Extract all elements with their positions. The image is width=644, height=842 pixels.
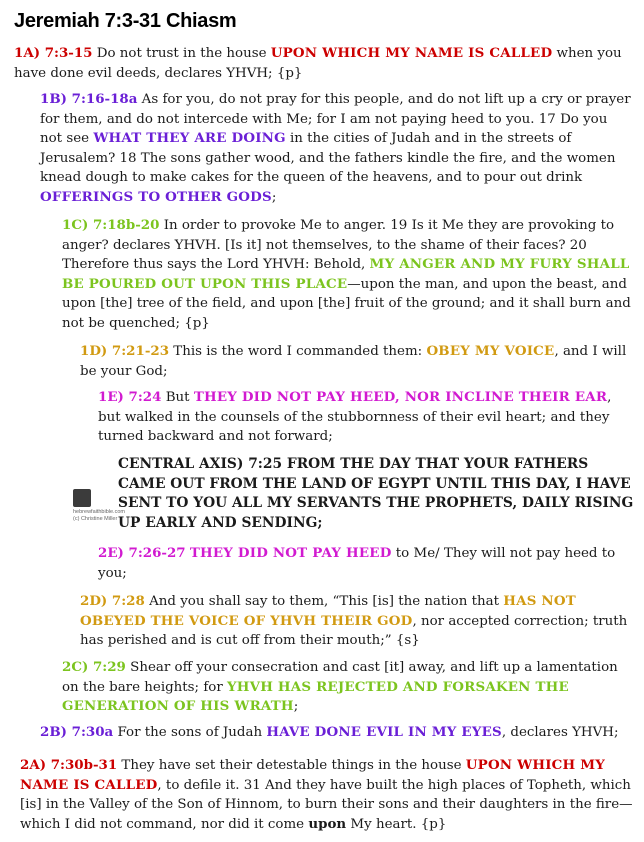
- highlight-phrase: OBEY MY VOICE: [426, 343, 555, 359]
- section-label: 1E) 7:24: [98, 389, 162, 405]
- logo-copyright-text: (c) Christine Miller: [73, 516, 118, 522]
- section-text: As for you, do not pray for this people, and do not lift up a cry or prayer for them, and do not intercede with Me; for I am not paying heed to you. 17 Do you not see: [40, 92, 631, 146]
- section-1a: [14, 44, 636, 83]
- section-2d: [80, 592, 632, 651]
- highlight-phrase: THEY DID NOT PAY HEED, NOR INCLINE THEIR EAR: [193, 389, 608, 405]
- section-2e: [98, 544, 632, 583]
- section-text: , but walked in the counsels of the stubbornness of their evil heart; and they turned backward and not forward;: [98, 390, 612, 444]
- section-2b: [40, 723, 632, 743]
- logo-site-text: hebrewfaithbible.com: [73, 509, 125, 515]
- section-1e: [98, 388, 632, 447]
- central-axis: [118, 455, 634, 533]
- section-text: , to defile it. 31 And they have built the high places of Topheth, which [is] in the Valley of the Son of Hinnom, to burn their sons and their daughters in the fire—which I did not command, nor did it come: [20, 777, 633, 832]
- section-text: But: [165, 390, 190, 405]
- central-axis-text: CENTRAL AXIS) 7:25 FROM THE DAY THAT YOUR FATHERS CAME OUT FROM THE LAND OF EGYPT UNTIL THIS DAY, I HAVE SENT TO YOU ALL MY SERVANTS THE PROPHETS, DAILY RISING UP EARLY AND SENDING;: [118, 456, 634, 531]
- section-text: when you have done evil deeds, declares YHVH; {p}: [14, 46, 622, 81]
- section-2c: [62, 658, 634, 717]
- highlight-phrase: MY ANGER AND MY FURY SHALL BE POURED OUT UPON THIS PLACE: [62, 256, 630, 292]
- section-text: ;: [293, 699, 299, 714]
- section-text: And you shall say to them, “This [is] the nation that: [149, 594, 499, 609]
- section-text: , declares YHVH;: [501, 725, 619, 740]
- section-text: , nor accepted correction; truth has perished and is cut off from their mouth;” {s}: [80, 613, 628, 648]
- highlight-phrase: OFFERINGS TO OTHER GODS: [40, 188, 272, 205]
- section-text: They have set their detestable things in the house: [121, 758, 462, 773]
- section-label: 2D) 7:28: [80, 593, 145, 609]
- book-icon: [73, 489, 91, 507]
- section-label: 1B) 7:16-18a: [40, 91, 138, 107]
- highlight-phrase: HAVE DONE EVIL IN MY EYES: [266, 724, 502, 740]
- section-1b: [40, 90, 632, 207]
- highlight-phrase: WHAT THEY ARE DOING: [93, 130, 286, 146]
- section-text: For the sons of Judah: [117, 725, 263, 740]
- section-text: In order to provoke Me to anger. 19 Is it Me they are provoking to anger? declares YHVH. [Is it] not themselves, to the shame of their faces? 20 Therefore thus says the Lord YHVH: Behold,: [62, 218, 615, 272]
- section-text: to Me/ They will not pay heed to you;: [98, 546, 616, 581]
- section-label: 2E) 7:26-27: [98, 545, 186, 561]
- highlight-phrase: HAS NOT OBEYED THE VOICE OF YHVH THEIR GOD: [80, 593, 576, 629]
- section-text: My heart. {p}: [350, 816, 447, 832]
- section-2a: [20, 756, 636, 834]
- highlight-phrase: UPON WHICH MY NAME IS CALLED: [20, 757, 606, 793]
- section-text: ;: [271, 189, 277, 205]
- bold-word: upon: [308, 815, 347, 832]
- section-text: , and I will be your God;: [80, 344, 627, 379]
- section-text: in the cities of Judah and in the streets of Jerusalem? 18 The sons gather wood, and the fathers kindle the fire, and the women knead dough to make cakes for the queen of the heavens, and to pour out drink: [40, 131, 616, 185]
- highlight-phrase: YHVH HAS REJECTED AND FORSAKEN THE GENERATION OF HIS WRATH: [62, 678, 569, 714]
- highlight-phrase: UPON WHICH MY NAME IS CALLED: [270, 45, 553, 61]
- section-text: Do not trust in the house: [96, 46, 267, 61]
- page-title: Jeremiah 7:3-31 Chiasm: [14, 10, 237, 32]
- section-label: 1C) 7:18b-20: [62, 217, 160, 233]
- section-label: 2B) 7:30a: [40, 724, 114, 740]
- section-label: 2A) 7:30b-31: [20, 757, 118, 773]
- section-label: 2C) 7:29: [62, 659, 126, 675]
- section-label: 1D) 7:21-23: [80, 343, 170, 359]
- section-label: 1A) 7:3-15: [14, 45, 93, 61]
- section-1d: [80, 342, 632, 381]
- section-1c: [62, 216, 634, 333]
- section-text: This is the word I commanded them:: [173, 344, 423, 359]
- highlight-phrase: THEY DID NOT PAY HEED: [189, 545, 392, 561]
- section-text: —upon the man, and upon the beast, and upon [the] tree of the field, and upon [the] fruit of the ground; and it shall burn and not be quenched; {p}: [62, 276, 631, 331]
- section-text: Shear off your consecration and cast [it] away, and lift up a lamentation on the bare heights; for: [62, 660, 618, 695]
- site-logo: [73, 489, 125, 533]
